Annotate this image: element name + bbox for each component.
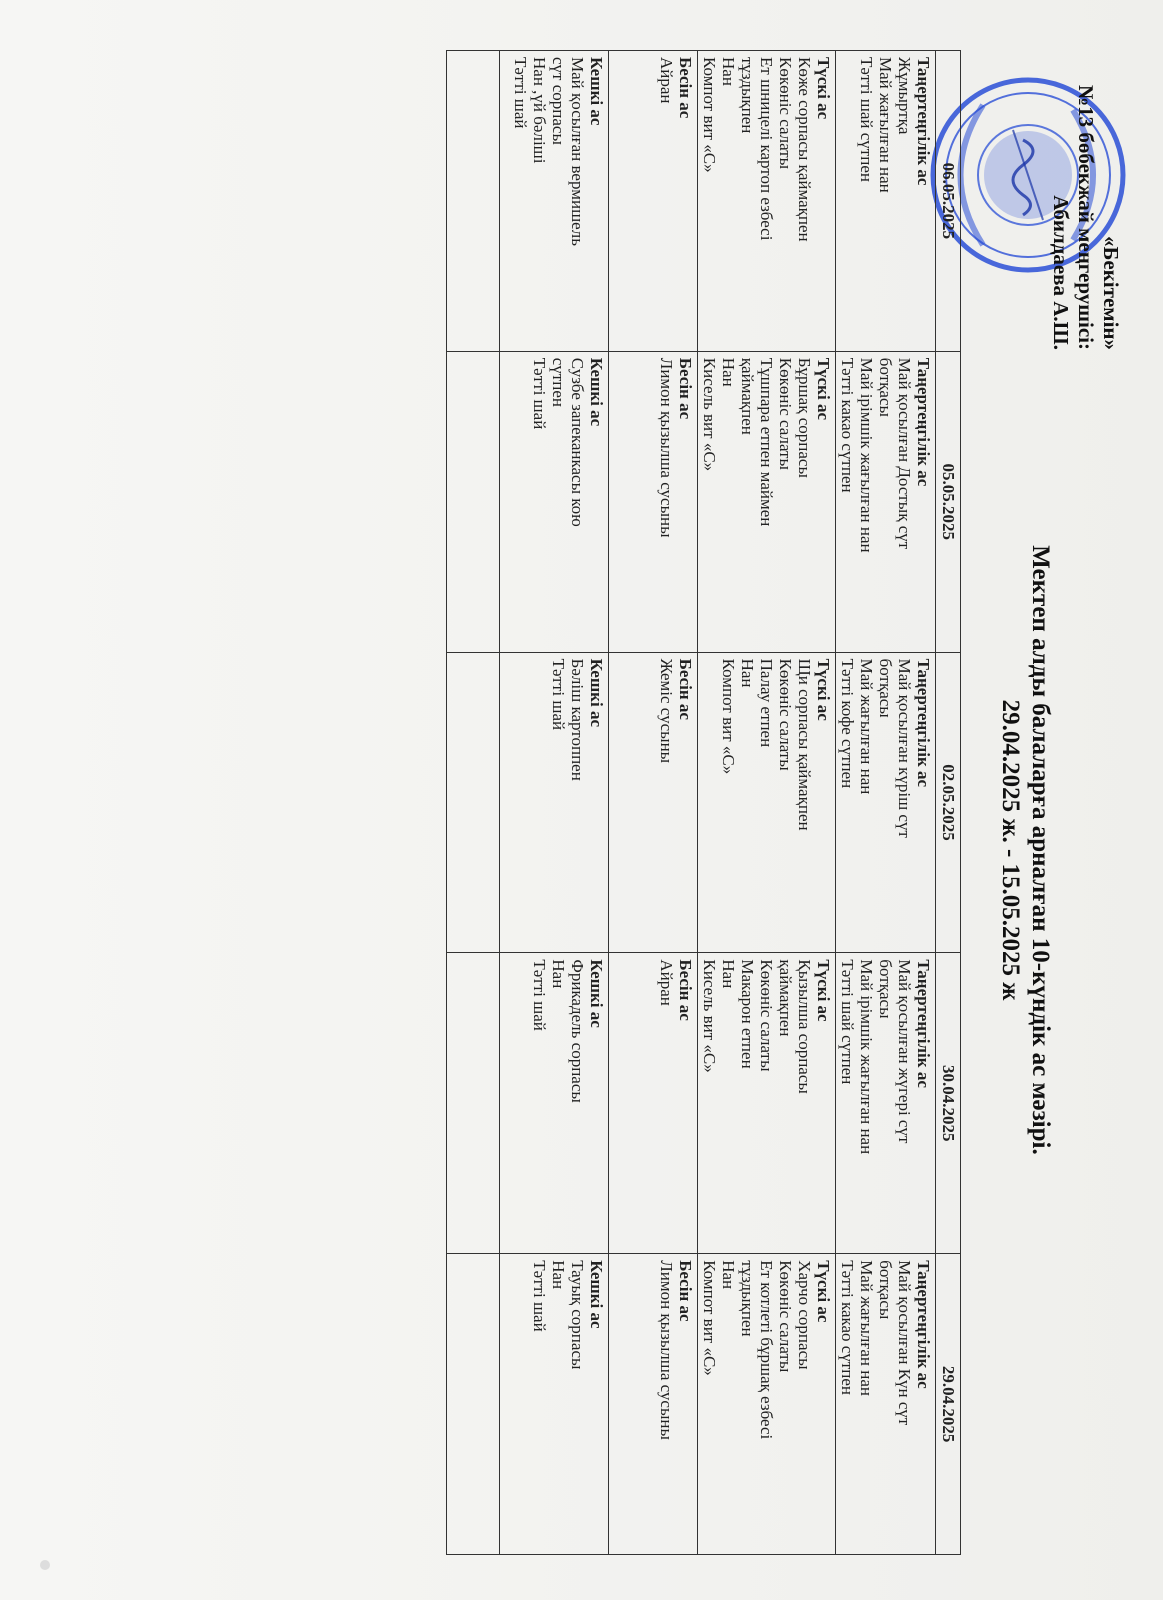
menu-item: Бәліш картоппен (568, 658, 587, 781)
menu-item: тұздықпен (738, 1260, 757, 1337)
menu-item: сүтпен (549, 357, 568, 408)
date-cell: 02.05.2025 (936, 652, 961, 953)
menu-item: Май жағылған нан (857, 658, 876, 795)
menu-item: Көже сорпасы қаймақпен (795, 57, 814, 242)
menu-item: сүт сорпасы (549, 57, 568, 145)
menu-item: Нан (719, 959, 738, 989)
menu-item: Кисель вит «С» (700, 357, 719, 472)
menu-item: Тұшпара етпен маймен (757, 357, 776, 527)
menu-item: Тәтті шай сүтпен (838, 959, 857, 1085)
menu-item: Май жағылған нан (857, 1260, 876, 1396)
blank-cell (447, 351, 500, 652)
menu-item: Май қосылған жүгері сүт (895, 959, 914, 1144)
menu-item: Нан (719, 57, 738, 86)
snack-title: Бесін ас (676, 357, 695, 420)
snack-title: Бесін ас (676, 1260, 695, 1322)
lunch-cell (698, 351, 836, 652)
snack-cell (609, 51, 698, 352)
menu-item: Жеміс сусыны (657, 658, 676, 764)
menu-item: Ет шницелі картоп езбесі (757, 57, 776, 241)
snack-cell (609, 1254, 698, 1555)
menu-item: Компот вит «С» (719, 658, 738, 775)
menu-item: Тәтті шай (511, 57, 530, 129)
dinner-title: Кешкі ас (587, 658, 606, 727)
menu-item: Тәтті шай сүтпен (857, 57, 876, 182)
menu-table (446, 50, 961, 1555)
breakfast-cell (836, 652, 936, 953)
menu-item: Кисель вит «С» (700, 959, 719, 1073)
menu-item: Компот вит «С» (700, 57, 719, 173)
dinner-cell (500, 953, 609, 1254)
menu-item: Макарон етпен (738, 959, 757, 1069)
menu-item: Лимон қызылша сусыны (657, 357, 676, 538)
lunch-title: Түскі ас (814, 57, 833, 120)
dinner-row (500, 51, 609, 1555)
menu-item: Лимон қызылша сусыны (657, 1260, 676, 1440)
lunch-title: Түскі ас (814, 959, 833, 1022)
blank-cell (447, 51, 500, 352)
menu-item: Май қосылған күріш сүт (895, 658, 914, 838)
snack-cell (609, 953, 698, 1254)
breakfast-title: Таңертеңгілік ас (914, 1260, 933, 1389)
menu-item: Май ірімшік жағылған нан (857, 357, 876, 553)
rotated-sheet (1, 20, 1141, 1580)
dinner-title: Кешкі ас (587, 57, 606, 126)
menu-item: Көкөніс салаты (776, 57, 795, 170)
snack-cell (609, 652, 698, 953)
menu-item: Компот вит «С» (700, 1260, 719, 1376)
date-cell: 05.05.2025 (936, 351, 961, 652)
lunch-cell (698, 652, 836, 953)
menu-item: Нан (719, 1260, 738, 1290)
menu-item: Нан (549, 959, 568, 989)
menu-item: Сузбе запеканкасы кою (568, 357, 587, 527)
menu-item: Тәтті кофе сүтпен (838, 658, 857, 789)
menu-item: Нан (719, 357, 738, 387)
approval-line-1: «Бекітемін» (1099, 235, 1123, 350)
menu-item: Май қосылған Достық сүт (895, 357, 914, 550)
menu-item: Айран (657, 959, 676, 1006)
snack-title: Бесін ас (676, 959, 695, 1021)
breakfast-cell (836, 351, 936, 652)
dinner-cell (500, 351, 609, 652)
lunch-cell (698, 51, 836, 352)
snack-row (609, 51, 698, 1555)
menu-item: Нан ,үй бәліші (530, 57, 549, 164)
document-title-block (995, 400, 1055, 1300)
menu-item: Май жағылған нан (876, 57, 895, 193)
menu-item: Палау етпен (757, 658, 776, 748)
menu-item: Көкөніс салаты (776, 658, 795, 771)
menu-item: тұздықпен (738, 57, 757, 134)
menu-item: Нан (549, 1260, 568, 1290)
lunch-row (698, 51, 836, 1555)
menu-item: Тәтті шай (530, 959, 549, 1031)
lunch-title: Түскі ас (814, 658, 833, 721)
lunch-title: Түскі ас (814, 357, 833, 420)
breakfast-cell (836, 953, 936, 1254)
dinner-cell (500, 51, 609, 352)
menu-item: Көкөніс салаты (776, 1260, 795, 1373)
menu-item: Нан (738, 658, 757, 688)
menu-item: Тәтті шай (549, 658, 568, 731)
menu-item: Көкөніс салаты (776, 357, 795, 470)
breakfast-title: Таңертеңгілік ас (914, 57, 933, 186)
menu-item: ботқасы (876, 959, 895, 1019)
snack-title: Бесін ас (676, 57, 695, 119)
menu-item: Тәтті какао сүтпен (838, 357, 857, 493)
menu-item: қаймақпен (776, 959, 795, 1037)
breakfast-title: Таңертеңгілік ас (914, 658, 933, 788)
date-cell: 29.04.2025 (936, 1254, 961, 1555)
blank-cell (447, 1254, 500, 1555)
menu-item: Тауық сорпасы (568, 1260, 587, 1370)
menu-item: ботқасы (876, 357, 895, 417)
menu-item: Фрикадель сорпасы (568, 959, 587, 1103)
snack-title: Бесін ас (676, 658, 695, 720)
breakfast-title: Таңертеңгілік ас (914, 959, 933, 1088)
breakfast-cell (836, 51, 936, 352)
menu-item: Май қосылған Күн сүт (895, 1260, 914, 1426)
menu-item: Айран (657, 57, 676, 104)
approval-text (1048, 50, 1123, 350)
menu-item: Тәтті какао сүтпен (838, 1260, 857, 1396)
lunch-cell (698, 953, 836, 1254)
blank-cell (447, 652, 500, 953)
date-cell: 30.04.2025 (936, 953, 961, 1254)
approval-line-3: Абилдаева А.Ш. (1049, 195, 1073, 350)
document-title: Мектеп алды балаларға арналған 10-күндік ас мәзірі. (1027, 545, 1054, 1155)
menu-item: Қызылша сорпасы (795, 959, 814, 1094)
dinner-title: Кешкі ас (587, 1260, 606, 1329)
menu-item: Тәтті шай (530, 1260, 549, 1332)
date-cell: 06.05.2025 (936, 51, 961, 352)
dinner-cell (500, 1254, 609, 1555)
menu-item: Көкөніс салаты (757, 959, 776, 1072)
menu-item: Бұршақ сорпасы (795, 357, 814, 478)
breakfast-title: Таңертеңгілік ас (914, 357, 933, 487)
dinner-title: Кешкі ас (587, 357, 606, 427)
menu-item: Май қосылған вермишель (568, 57, 587, 246)
lunch-cell (698, 1254, 836, 1555)
document-period: 29.04.2025 ж. - 15.05.2025 ж (997, 699, 1024, 1001)
menu-item: Май ірімшік жағылған нан (857, 959, 876, 1155)
breakfast-cell (836, 1254, 936, 1555)
menu-item: ботқасы (876, 1260, 895, 1320)
menu-item: Щи сорпасы қаймақпен (795, 658, 814, 831)
blank-row (447, 51, 500, 1555)
menu-item: Харчо сорпасы (795, 1260, 814, 1370)
menu-item: қаймақпен (738, 357, 757, 435)
menu-item: Ет котлеті бұршақ езбесі (757, 1260, 776, 1440)
approval-line-2: №13 бөбекжай меңгерушісі: (1074, 85, 1098, 350)
menu-item: ботқасы (876, 658, 895, 718)
snack-cell (609, 351, 698, 652)
dinner-cell (500, 652, 609, 953)
date-row (936, 51, 961, 1555)
menu-item: Жұмыртқа (895, 57, 914, 135)
lunch-title: Түскі ас (814, 1260, 833, 1323)
breakfast-row (836, 51, 936, 1555)
blank-cell (447, 953, 500, 1254)
menu-item: Тәтті шай (530, 357, 549, 430)
dinner-title: Кешкі ас (587, 959, 606, 1028)
